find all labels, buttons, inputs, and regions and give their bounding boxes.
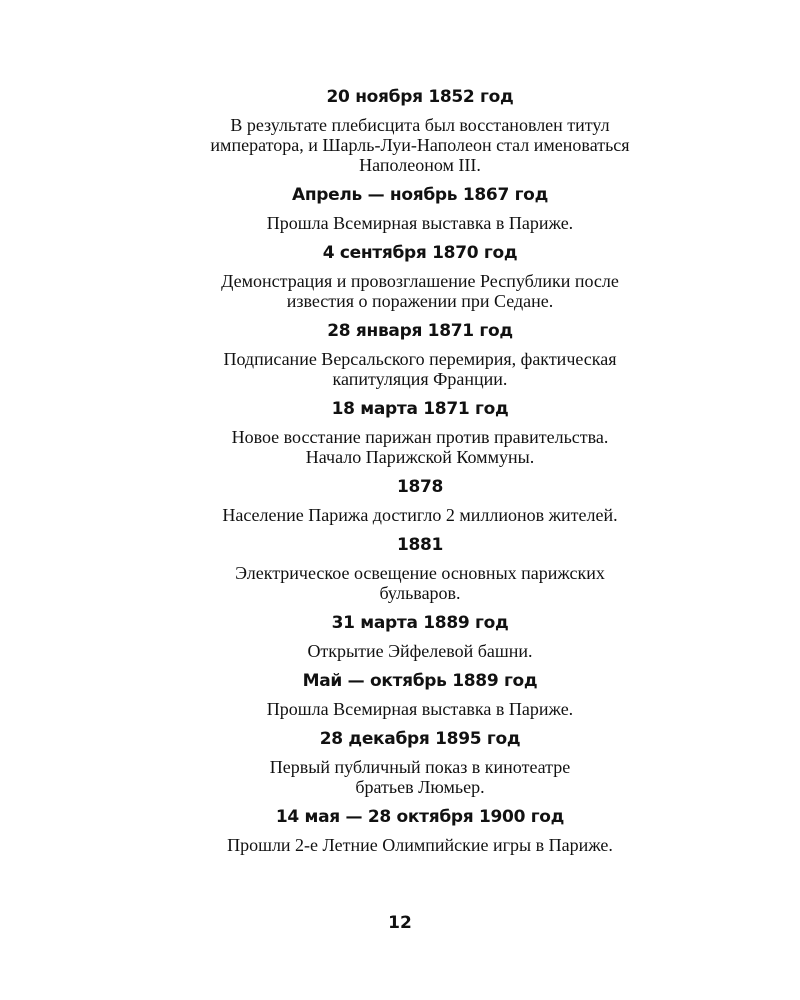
- entry-description: Подписание Версальского перемирия, фактическая капитуляция Франции.: [223, 349, 617, 389]
- timeline-entry: [150, 398, 690, 467]
- timeline-entry: [150, 806, 690, 855]
- entry-description: Прошли 2-е Летние Олимпийские игры в Париже.: [227, 835, 613, 855]
- timeline-entry: [150, 476, 690, 525]
- entry-description: Новое восстание парижан против правительства. Начало Парижской Коммуны.: [231, 427, 609, 467]
- entry-description: Открытие Эйфелевой башни.: [307, 641, 533, 661]
- entry-date: 20 ноября 1852 год: [326, 87, 514, 107]
- page-number: 12: [388, 913, 412, 933]
- entry-date: Апрель — ноябрь 1867 год: [291, 185, 548, 205]
- timeline: [150, 86, 690, 864]
- timeline-entry: [150, 86, 690, 175]
- timeline-entry: [150, 184, 690, 233]
- entry-date: 1878: [396, 477, 444, 497]
- timeline-entry: [150, 612, 690, 661]
- entry-description: Демонстрация и провозглашение Республики после известия о поражении при Седане.: [221, 271, 619, 311]
- entry-date: 1881: [396, 535, 444, 555]
- entry-date: 28 декабря 1895 год: [319, 729, 521, 749]
- entry-description: Электрическое освещение основных парижских бульваров.: [235, 563, 605, 603]
- entry-date: Май — октябрь 1889 год: [302, 671, 538, 691]
- entry-description: В результате плебисцита был восстановлен титул императора, и Шарль-Луи-Наполеон стал именоваться Наполеоном III.: [210, 115, 630, 175]
- entry-date: 28 января 1871 год: [327, 321, 513, 341]
- timeline-entry: [150, 534, 690, 603]
- entry-date: 4 сентября 1870 год: [322, 243, 518, 263]
- entry-description: Прошла Всемирная выставка в Париже.: [266, 699, 574, 719]
- entry-description: Население Парижа достигло 2 миллионов жителей.: [222, 505, 618, 525]
- entry-date: 14 мая — 28 октября 1900 год: [275, 807, 565, 827]
- entry-description: Прошла Всемирная выставка в Париже.: [266, 213, 574, 233]
- timeline-entry: [150, 728, 690, 797]
- timeline-entry: [150, 242, 690, 311]
- entry-description: Первый публичный показ в кинотеатре братьев Люмьер.: [269, 757, 571, 797]
- timeline-entry: [150, 670, 690, 719]
- entry-date: 18 марта 1871 год: [331, 399, 509, 419]
- entry-date: 31 марта 1889 год: [331, 613, 509, 633]
- timeline-entry: [150, 320, 690, 389]
